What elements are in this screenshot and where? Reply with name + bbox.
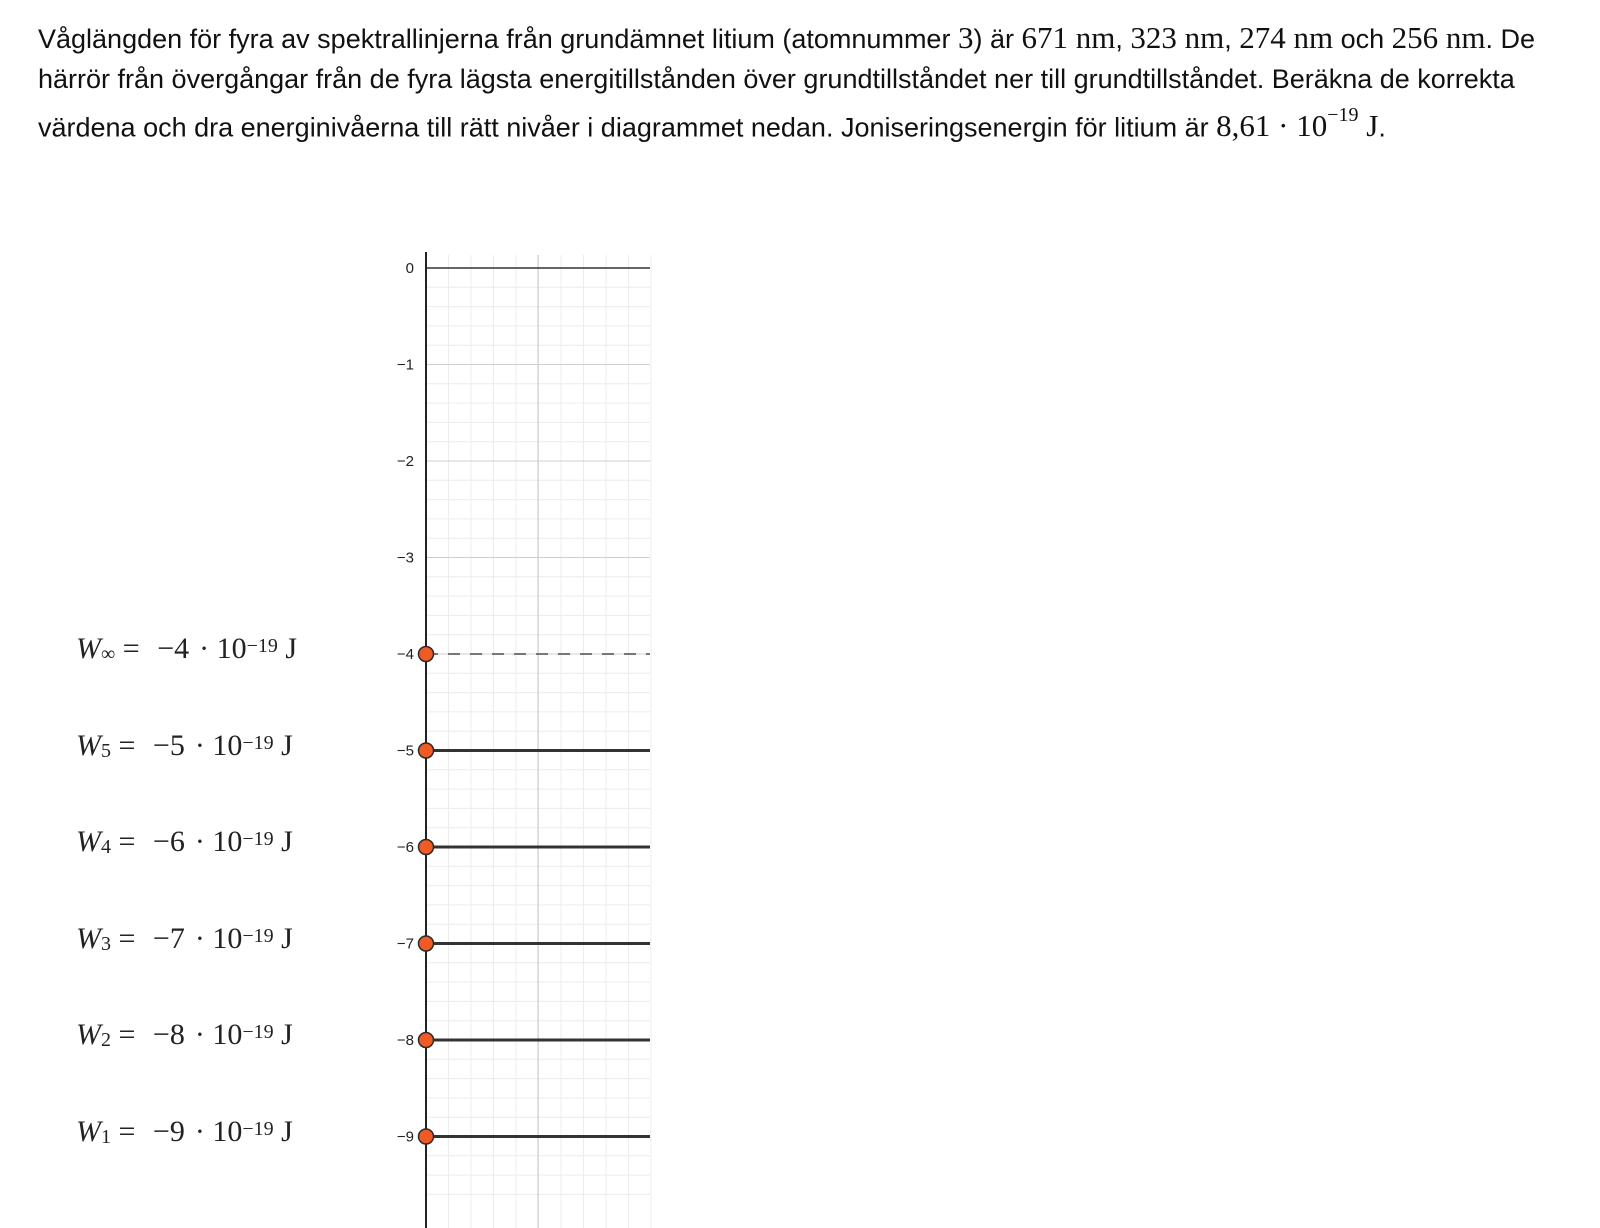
y-tick-label: −5 bbox=[396, 742, 414, 760]
y-tick-label: −3 bbox=[396, 549, 414, 567]
wavelength-4: 256 nm bbox=[1391, 20, 1486, 55]
wavelength-2: 323 nm bbox=[1130, 20, 1225, 55]
atomic-number: 3 bbox=[957, 20, 974, 55]
problem-text-part: och bbox=[1333, 24, 1392, 54]
ionization-unit: J bbox=[1358, 108, 1379, 144]
energy-level-label: $W_\infty = -4 \cdot 10^{-19}$ J bbox=[76, 632, 298, 665]
wavelength-1: 671 nm bbox=[1021, 20, 1116, 55]
problem-text-part: Våglängden för fyra av spektrallinjerna från grundämnet litium (atomnummer bbox=[38, 24, 958, 54]
energy-level-handle[interactable] bbox=[419, 1129, 434, 1144]
y-tick-label: −7 bbox=[396, 935, 414, 953]
wavelength-3: 274 nm bbox=[1239, 20, 1334, 55]
energy-level-diagram[interactable] bbox=[380, 250, 670, 1228]
energy-level-handle[interactable] bbox=[419, 647, 434, 662]
energy-level-handle[interactable] bbox=[419, 840, 434, 855]
energy-level-handle[interactable] bbox=[419, 743, 434, 758]
y-tick-label: −1 bbox=[396, 356, 414, 374]
energy-level-label: $W_1 = -9 \cdot 10^{-19}$ J bbox=[76, 1114, 293, 1148]
y-tick-label: −4 bbox=[396, 646, 414, 663]
ionization-exponent: −19 bbox=[1327, 104, 1359, 126]
energy-level-label: $W_3 = -7 \cdot 10^{-19}$ J bbox=[76, 921, 293, 955]
energy-level-label: $W_4 = -6 \cdot 10^{-19}$ J bbox=[76, 825, 293, 858]
problem-text: Våglängden för fyra av spektrallinjerna från grundämnet litium (atomnummer 3) är 671 nm, 323 nm, 274 nm och 256 nm. De härrör från övergångar från de fyra lägsta energitillstånden över grundtillståndet ner till grundtillståndet. Beräkna de korrekta värdena och dra energinivåerna till rätt nivåer i diagrammet nedan. Joniseringsenergin för litium är $8,61 \cdot 10^{-19}$ J. bbox=[38, 20, 1536, 144]
energy-level-label: $W_2 = -8 \cdot 10^{-19}$ J bbox=[76, 1018, 293, 1051]
y-tick-label: −2 bbox=[396, 453, 414, 470]
y-tick-label: 0 bbox=[405, 260, 414, 277]
ionization-coefficient: 8,61 · 10 bbox=[1216, 108, 1328, 144]
energy-level-label: $W_5 = -5 \cdot 10^{-19}$ J bbox=[76, 728, 293, 762]
problem-text-part: . bbox=[1378, 112, 1386, 143]
energy-level-handle[interactable] bbox=[419, 1033, 434, 1048]
problem-text-part: ) är bbox=[973, 24, 1022, 54]
y-tick-label: −9 bbox=[396, 1128, 414, 1146]
energy-level-handle[interactable] bbox=[419, 936, 434, 951]
y-tick-label: −6 bbox=[396, 839, 414, 856]
problem-text-part: . De härrör från övergångar från de fyra lägsta energitillstånden över grundtillståndet ner till grundtillståndet. Beräkna de korrekta värdena och dra energinivåerna till rätt nivåer i diagrammet nedan. Joniseringsenergin för litium är bbox=[38, 24, 1536, 143]
y-tick-label: −8 bbox=[396, 1032, 414, 1049]
ionization-energy bbox=[1216, 104, 1379, 144]
